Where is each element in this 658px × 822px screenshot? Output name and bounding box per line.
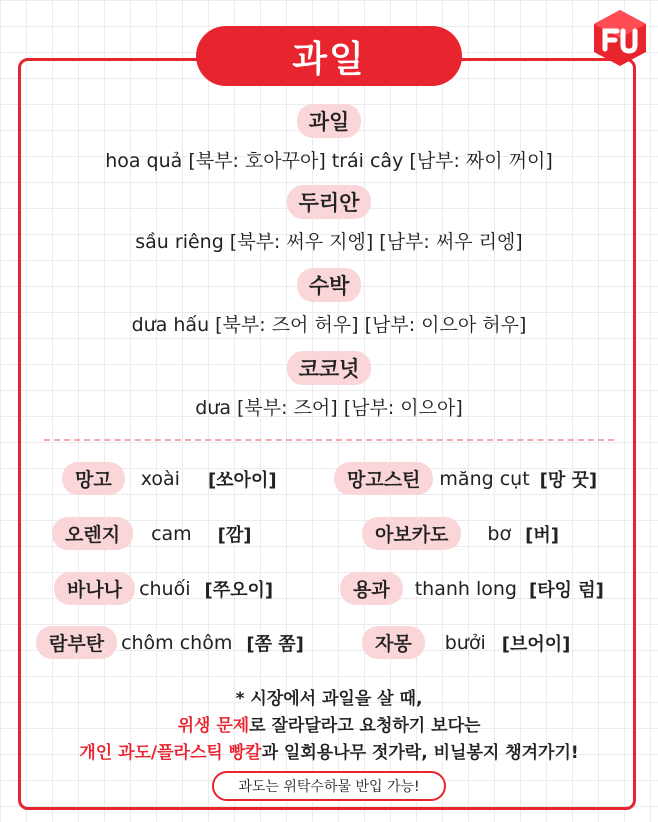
fruit-item [334,462,597,495]
vietnamese-line: dưa hấu [북부: 즈어 허우] [남부: 이으아 허우] [131,314,527,336]
korean-word-label: 과일 [297,104,362,138]
fruit-item [54,572,273,605]
fruit-korean: 용과 [340,572,403,605]
fruit-item [62,462,277,495]
fruit-pronunciation: [쏘아이] [207,469,277,491]
footer-text: 과도는 위탁수하물 반입 가능! [238,779,420,795]
fruit-korean: 자몽 [362,626,425,659]
fruit-pronunciation: [버] [525,524,559,546]
fruit-vietnamese: bơ [487,522,512,545]
korean-word-label: 수박 [297,268,362,302]
page-title-text: 과일 [292,38,366,80]
fruit-korean: 바나나 [54,572,135,605]
tip-line-1: * 시장에서 과일을 살 때, [235,689,423,709]
fruit-pronunciation: [쭈오이] [204,579,274,601]
word-block [0,185,658,254]
fruit-korean: 오렌지 [52,517,133,550]
fruit-item [340,572,604,605]
red-cube-logo-icon [589,7,651,69]
korean-word-label: 코코넛 [287,351,372,385]
tip-highlight: 개인 과도/플라스틱 빵칼 [79,743,262,763]
vietnamese-line: sầu riêng [북부: 써우 지엥] [남부: 써우 리엥] [135,231,523,253]
fruit-korean: 아보카도 [362,517,461,550]
vietnamese-line: dưa [북부: 즈어] [남부: 이으아] [195,397,463,419]
fruit-pronunciation: [타잉 럼] [528,579,604,601]
fruit-pronunciation: [깜] [217,524,252,546]
fruit-vietnamese: xoài [140,467,180,490]
fruit-korean: 망고 [62,462,125,495]
tip-highlight: 위생 문제 [177,716,250,736]
fruit-pronunciation: [망 꿋] [539,469,598,491]
fruit-vietnamese: thanh long [414,577,517,600]
fruit-vietnamese: măng cụt [439,467,530,490]
tip-line-2 [0,711,658,736]
fruit-pronunciation: [쫌 쫌] [246,633,304,655]
page-title [196,26,462,86]
tip-line-3 [0,738,658,763]
fruit-item [52,517,252,550]
vietnamese-line: hoa quả [북부: 호아꾸아] trái cây [남부: 짜이 꺼이] [105,150,553,172]
footer-note [212,771,446,801]
fruit-vietnamese: chuối [139,577,191,600]
tip-text: 로 잘라달라고 요청하기 보다는 [249,716,481,736]
fruit-korean: 망고스틴 [334,462,433,495]
tip-text: 과 일회용나무 젓가락, 비닐봉지 챙겨가기! [261,743,579,763]
dashed-divider [44,439,614,441]
fruit-vietnamese: cam [151,522,192,545]
fruit-pronunciation: [브어이] [501,633,571,655]
word-block [0,268,658,337]
word-block [0,351,658,420]
fruit-item [362,626,570,659]
fruit-vietnamese: bưởi [444,631,486,654]
fruit-korean: 람부탄 [36,626,117,659]
word-block [0,104,658,173]
fruit-item [362,517,559,550]
korean-word-label: 두리안 [287,185,372,219]
fruit-item [36,626,304,659]
fruit-vietnamese: chôm chôm [121,631,233,654]
